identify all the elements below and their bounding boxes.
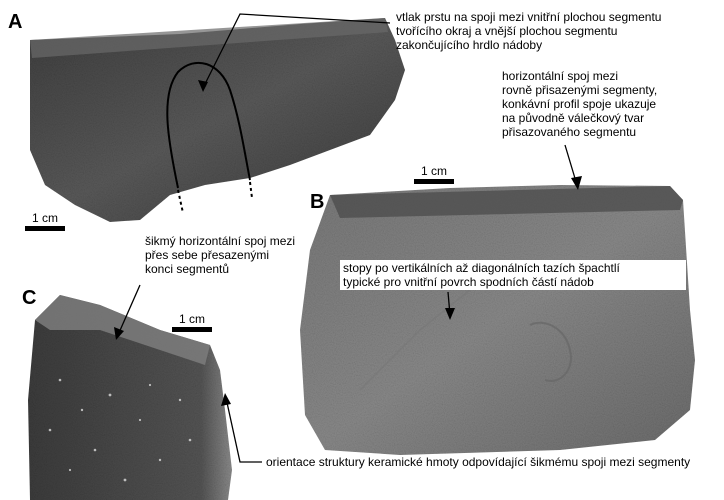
scale-bar-b: [414, 165, 454, 184]
panel-letter-c: C: [22, 287, 37, 309]
annotation-spatula-traces: stopy po vertikálních až diagonálních tazích špachtlí typické pro vnitřní povrch spodních částí nádob: [340, 260, 686, 290]
scale-bar-c: [172, 313, 212, 332]
scale-label-a: 1 cm: [31, 211, 58, 225]
panel-letter-a: A: [8, 11, 23, 33]
arrow-c-orientation: [226, 398, 262, 462]
scale-label-b: 1 cm: [420, 164, 447, 178]
annotation-oblique-joint: šikmý horizontální spoj mezi přes sebe přesazenými konci segmentů: [145, 234, 296, 276]
scale-line-c: [172, 327, 212, 332]
annotation-finger-impression: vtlak prstu na spoji mezi vnitřní plochou segmentu tvořícího okraj a vnější plochou segmentu zakončujícího hrdlo nádoby: [396, 10, 662, 52]
scale-line-a: [25, 226, 65, 231]
sherd-a: [30, 18, 405, 222]
panel-letter-b: B: [310, 191, 325, 213]
annotation-horizontal-joint: horizontální spoj mezi rovně přisazenými segmenty, konkávní profil spoje ukazuje na původně válečkový tvar přisazovaného segmentu: [502, 69, 658, 139]
annotation-structure-orientation: orientace struktury keramické hmoty odpovídající šikmému spoji mezi segmenty: [266, 455, 691, 469]
scale-line-b: [414, 179, 454, 184]
scale-label-c: 1 cm: [178, 312, 205, 326]
sherd-b: [300, 185, 695, 455]
scale-bar-a: [25, 212, 65, 231]
